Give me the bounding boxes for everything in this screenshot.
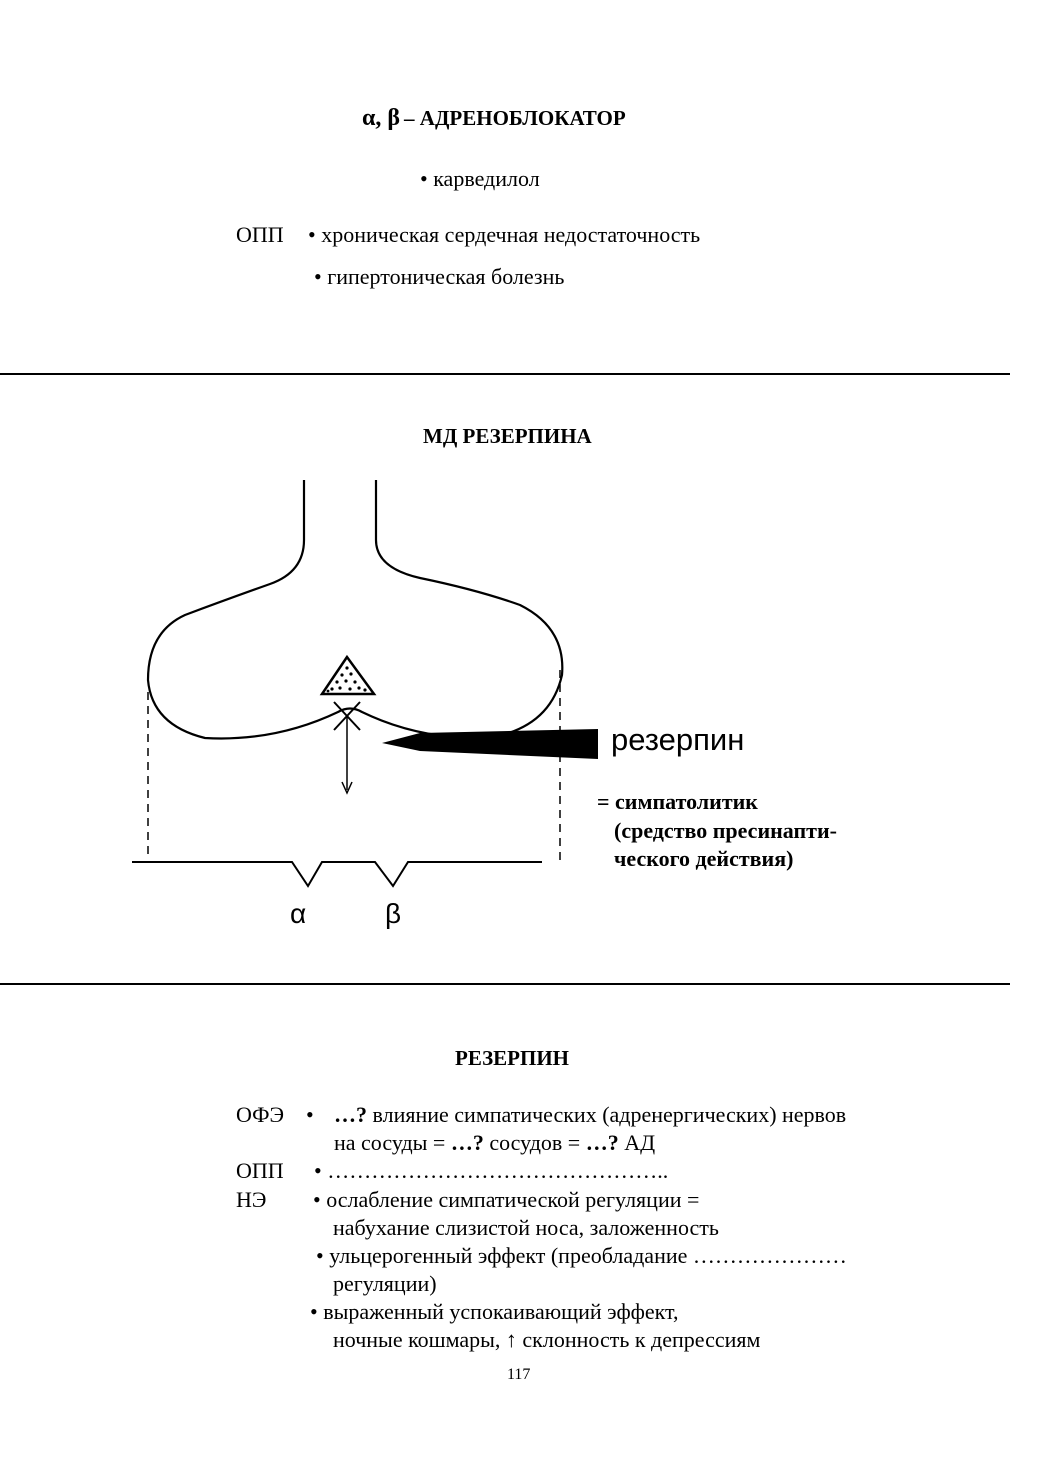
ofe-line2: на сосуды = …? сосудов = …? АД <box>334 1130 656 1155</box>
ne-item: набухание слизистой носа, заложенность <box>333 1215 719 1240</box>
ne-item: ночные кошмары, ↑ склонность к депрессиям <box>333 1327 761 1352</box>
sympatholytic-note: ческого действия) <box>614 846 794 871</box>
divider <box>0 373 1010 375</box>
ofe-bullet: • <box>306 1102 314 1127</box>
drug-label-reserpine: резерпин <box>611 722 745 757</box>
drug-item: • карведилол <box>420 166 540 191</box>
ne-item: • ульцерогенный эффект (преобладание ………………… <box>316 1243 847 1268</box>
section3-title: РЕЗЕРПИН <box>455 1046 570 1070</box>
ofe-label: ОФЭ <box>236 1102 285 1127</box>
opp-item: • хроническая сердечная недостаточность <box>308 222 701 247</box>
reserpine-synapse-diagram <box>0 470 1039 950</box>
question-mark: …? <box>450 1130 484 1155</box>
divider <box>0 983 1010 985</box>
opp-label: ОПП <box>236 1158 284 1183</box>
sympatholytic-note: (средство пресинапти- <box>614 818 837 843</box>
opp-item: • гипертоническая болезнь <box>314 264 565 289</box>
section1-title <box>362 105 626 132</box>
opp-blank: • ……………………………………….. <box>314 1158 669 1183</box>
ne-item: • ослабление симпатической регуляции = <box>313 1187 700 1212</box>
ne-item: • выраженный успокаивающий эффект, <box>310 1299 679 1324</box>
question-mark: …? <box>334 1102 367 1127</box>
title-rest: – АДРЕНОБЛОКАТОР <box>404 106 626 130</box>
postsynaptic-membrane <box>132 862 542 886</box>
reserpine-wedge-arrow <box>382 729 598 759</box>
receptor-beta-label: β <box>385 898 402 929</box>
ofe-line1: …? влияние симпатических (адренергических) нервов <box>334 1102 847 1127</box>
ne-item: регуляции) <box>333 1271 437 1296</box>
title-symbols: α, β <box>362 105 401 131</box>
section2-title: МД РЕЗЕРПИНА <box>423 424 592 448</box>
page-number: 117 <box>507 1366 531 1383</box>
presynaptic-terminal-outline <box>148 480 562 738</box>
receptor-alpha-label: α <box>290 898 307 929</box>
vesicle-triangle <box>322 657 374 694</box>
opp-label: ОПП <box>236 222 284 247</box>
sympatholytic-note: = симпатолитик <box>597 789 758 814</box>
ne-label: НЭ <box>236 1187 267 1212</box>
question-mark: …? <box>585 1130 619 1155</box>
